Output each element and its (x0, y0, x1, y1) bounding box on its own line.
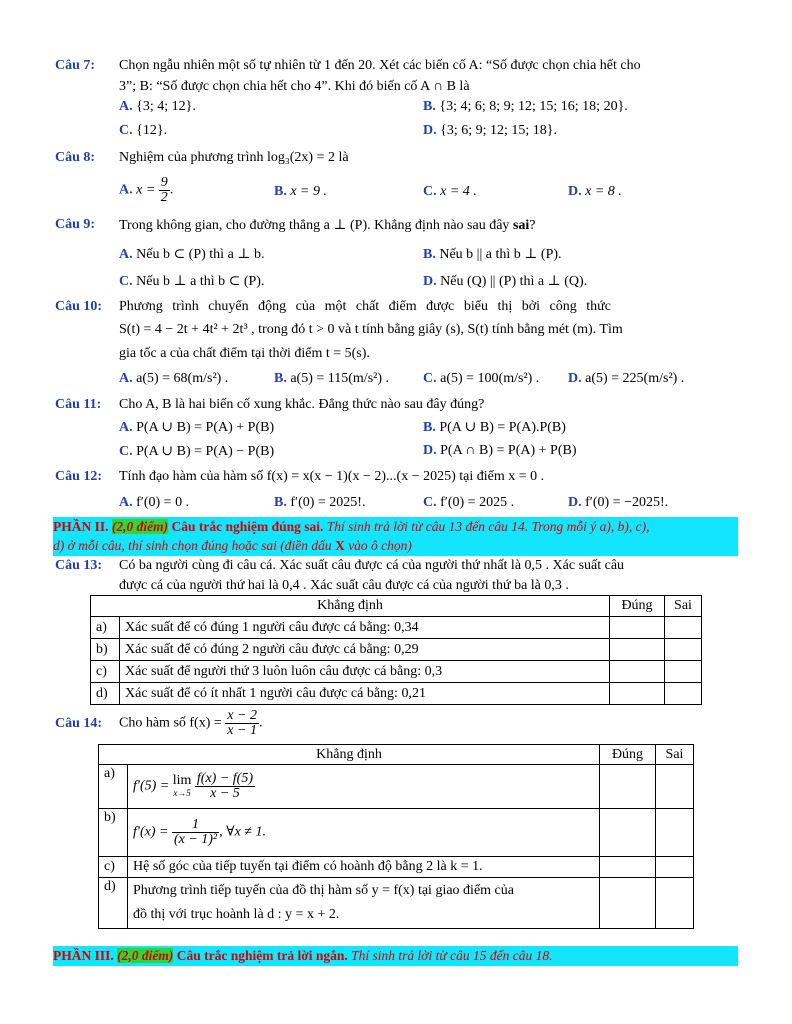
question-7-text-line2: 3”; B: “Số được chọn chia hết cho 4”. Khi đó biến cố A ∩ B là (119, 79, 470, 94)
table-row: d) Xác suất để có ít nhất 1 người câu được cá bằng: 0,21 (91, 683, 702, 705)
question-14-table (98, 744, 694, 929)
q12-option-b[interactable]: B. f′(0) = 2025!. (274, 495, 366, 510)
table-row: d) Phương trình tiếp tuyến của đồ thị hàm số y = f(x) tại giao điểm của đồ thị với trục hoành là d : y = x + 2. (99, 878, 694, 929)
q10-option-a[interactable]: A. a(5) = 68(m/s²) . (119, 371, 229, 386)
question-9-label: Câu 9: (55, 217, 96, 232)
q11-option-b[interactable]: B. P(A ∪ B) = P(A).P(B) (423, 420, 566, 435)
q11-option-a[interactable]: A. P(A ∪ B) = P(A) + P(B) (119, 420, 275, 435)
limit-operator: lim x→5 (172, 772, 192, 798)
q14d-false-cell[interactable] (656, 878, 694, 929)
q14d-true-cell[interactable] (600, 878, 656, 929)
question-11-label: Câu 11: (55, 397, 102, 412)
question-10-label: Câu 10: (55, 299, 103, 314)
difference-quotient: $\frac{f(x) - f(5)}{x - 5}$ (196, 771, 253, 801)
question-10-text-line1: Phương trình chuyển động của một chất điểm được biểu thị bởi công thức (119, 299, 611, 314)
col-header-statement: Khẳng định (99, 745, 600, 765)
col-header-statement: Khẳng định (91, 596, 610, 617)
table-row: a) f′(5) = lim x→5 $\frac{f(x) - f(5)}{x - 5}$ (99, 765, 694, 809)
q10-option-d[interactable]: D. a(5) = 225(m/s²) . (568, 371, 685, 386)
q12-option-a[interactable]: A. f′(0) = 0 . (119, 495, 190, 510)
q9-option-a[interactable]: A. Nếu b ⊂ (P) thì a ⊥ b. (119, 247, 265, 262)
question-13-text-line2: được cá của người thứ hai là 0,4 . Xác suất câu được cá của người thứ ba là 0,3 . (119, 578, 569, 593)
question-8-text: Nghiệm của phương trình log₃(2x) = 2 là (119, 150, 349, 165)
derivative-fraction: $\frac{1}{\text{(x − 1)²}}$ (173, 817, 218, 847)
q10-option-c[interactable]: C. a(5) = 100(m/s²) . (423, 371, 540, 386)
question-9-text: Trong không gian, cho đường thẳng a ⊥ (P). Khẳng định nào sau đây sai? (119, 218, 536, 233)
question-13-label: Câu 13: (55, 558, 103, 573)
question-12-label: Câu 12: (55, 469, 103, 484)
q12-option-c[interactable]: C. f′(0) = 2025 . (423, 495, 515, 510)
q9-option-b[interactable]: B. Nếu b || a thì b ⊥ (P). (423, 247, 562, 262)
q13d-false-cell[interactable] (665, 683, 702, 705)
table-header-row (91, 596, 702, 617)
col-header-true: Đúng (600, 745, 656, 765)
q11-option-c[interactable]: C. P(A ∪ B) = P(A) − P(B) (119, 444, 275, 459)
table-row: c) Hệ số góc của tiếp tuyến tại điểm có hoành độ bằng 2 là k = 1. (99, 857, 694, 878)
table-header-row (99, 745, 694, 765)
col-header-false: Sai (665, 596, 702, 617)
q13c-false-cell[interactable] (665, 661, 702, 683)
q7-option-a[interactable]: A. {3; 4; 12}. (119, 99, 196, 114)
q13c-true-cell[interactable] (610, 661, 665, 683)
question-14-label: Câu 14: (55, 716, 103, 731)
question-14-text: Cho hàm số f(x) = $\frac{x - 2}{x - 1}$ . (119, 708, 263, 738)
question-10-text-line3: gia tốc a của chất điểm tại thời điểm t = 5(s). (119, 346, 370, 361)
table-row: b) Xác suất để có đúng 2 người câu được cá bằng: 0,29 (91, 639, 702, 661)
q12-option-d[interactable]: D. f′(0) = −2025!. (568, 495, 669, 510)
q14b-false-cell[interactable] (656, 809, 694, 857)
q7-option-b[interactable]: B. {3; 4; 6; 8; 9; 12; 15; 16; 18; 20}. (423, 99, 628, 114)
table-row: a) Xác suất để có đúng 1 người câu được cá bằng: 0,34 (91, 617, 702, 639)
q13b-false-cell[interactable] (665, 639, 702, 661)
q9-option-c[interactable]: C. Nếu b ⊥ a thì b ⊂ (P). (119, 274, 265, 289)
q8-option-d[interactable]: D. x = 8 . (568, 184, 622, 199)
question-13-text-line1: Có ba người cùng đi câu cá. Xác suất câu được cá của người thứ nhất là 0,5 . Xác suất câu (119, 558, 625, 573)
q10-option-b[interactable]: B. a(5) = 115(m/s²) . (274, 371, 390, 386)
q14c-true-cell[interactable] (600, 857, 656, 878)
question-8-label: Câu 8: (55, 150, 96, 165)
q7-option-d[interactable]: D. {3; 6; 9; 12; 15; 18}. (423, 123, 558, 138)
q7-option-c[interactable]: C. {12}. (119, 123, 168, 138)
question-7-label: Câu 7: (55, 58, 96, 73)
question-11-text: Cho A, B là hai biến cố xung khắc. Đẳng thức nào sau đây đúng? (119, 397, 485, 412)
q14c-false-cell[interactable] (656, 857, 694, 878)
q14-function-fraction: $\frac{x - 2}{x - 1}$ (227, 708, 257, 738)
q8-option-b[interactable]: B. x = 9 . (274, 184, 328, 199)
q8-option-a[interactable]: A. x = $\frac{9}{2}$ . (119, 175, 174, 205)
q8-option-c[interactable]: C. x = 4 . (423, 184, 477, 199)
q13b-true-cell[interactable] (610, 639, 665, 661)
q13a-true-cell[interactable] (610, 617, 665, 639)
col-header-false: Sai (656, 745, 694, 765)
part-2-banner: PHẦN II. (2,0 điểm) Câu trắc nghiệm đúng sai. Thí sinh trả lời từ câu 13 đến câu 14. Trong mỗi ý a), b), c), d) ở mỗi câu, thí sinh chọn đúng hoặc sai (điền dấu X vào ô chọn) (53, 517, 738, 556)
question-10-text-line2: S(t) = 4 − 2t + 4t² + 2t³ , trong đó t > 0 và t tính bằng giây (s), S(t) tính bằng mét (m). Tìm (119, 322, 623, 337)
q11-option-d[interactable]: D. P(A ∩ B) = P(A) + P(B) (423, 443, 577, 458)
col-header-true: Đúng (610, 596, 665, 617)
q14a-false-cell[interactable] (656, 765, 694, 809)
q13d-true-cell[interactable] (610, 683, 665, 705)
question-13-table (90, 595, 702, 705)
q8-option-a-fraction: $\frac{9}{2}$ (160, 175, 168, 205)
q13a-false-cell[interactable] (665, 617, 702, 639)
q14b-true-cell[interactable] (600, 809, 656, 857)
part-3-banner: PHẦN III. (2,0 điểm) Câu trắc nghiệm trả lời ngắn. Thí sinh trả lời từ câu 15 đến câu 18. (53, 946, 738, 966)
table-row: b) f′(x) = $\frac{1}{\text{(x − 1)²}}$ , ∀x ≠ 1. (99, 809, 694, 857)
table-row: c) Xác suất để người thứ 3 luôn luôn câu được cá bằng: 0,3 (91, 661, 702, 683)
q14a-true-cell[interactable] (600, 765, 656, 809)
question-7-text-line1: Chọn ngẫu nhiên một số tự nhiên từ 1 đến 20. Xét các biến cố A: “Số được chọn chia hết cho (119, 58, 641, 73)
question-12-text: Tính đạo hàm của hàm số f(x) = x(x − 1)(x − 2)...(x − 2025) tại điểm x = 0 . (119, 469, 545, 484)
q9-option-d[interactable]: D. Nếu (Q) || (P) thì a ⊥ (Q). (423, 274, 588, 289)
